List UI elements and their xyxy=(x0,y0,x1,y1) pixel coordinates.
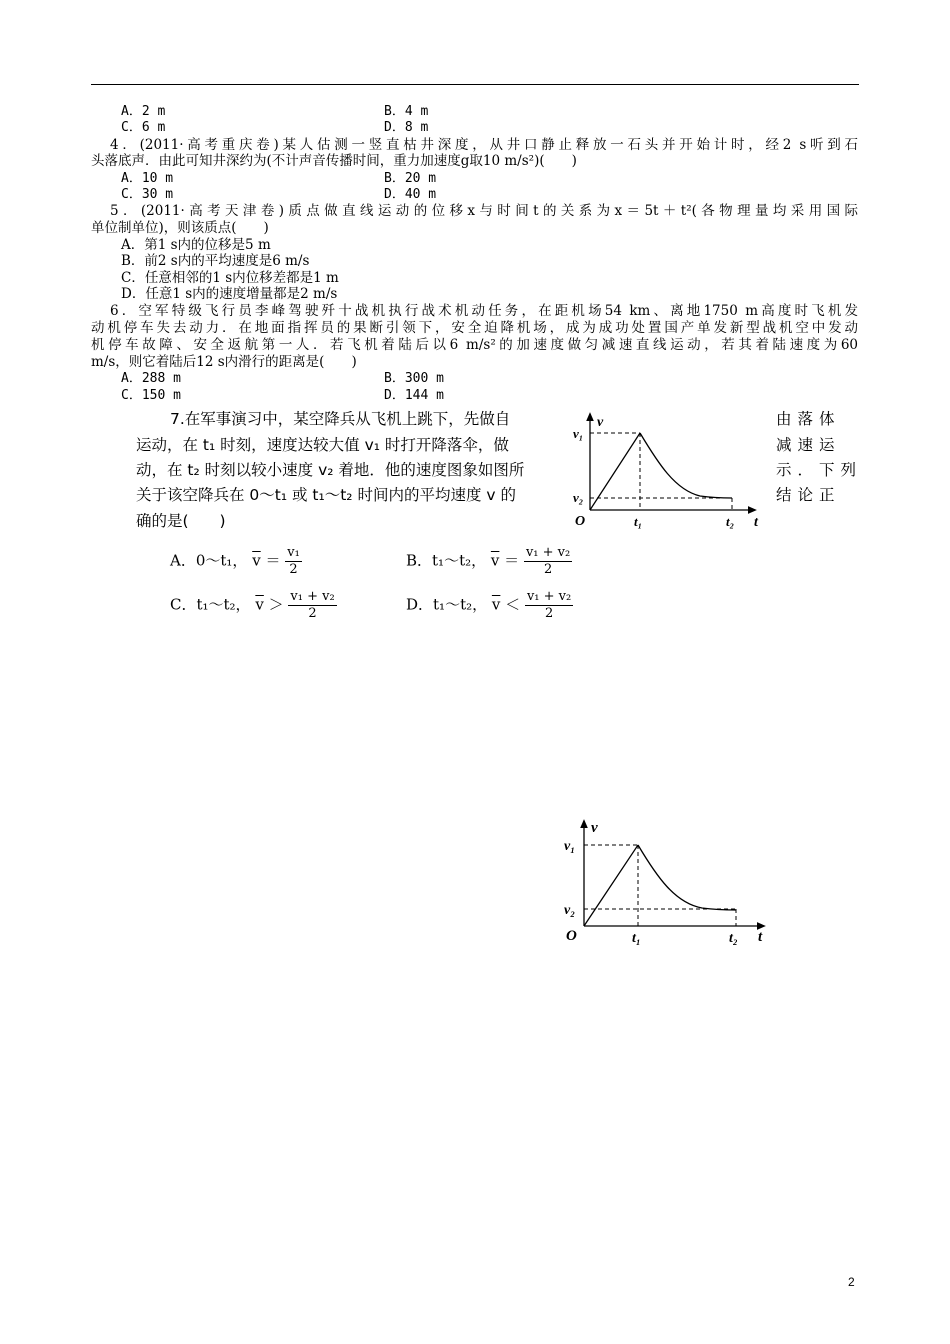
q7-option-d: D．t₁～t₂， $\overline{v}$ ＜ $\frac{\text{v₁ + v₂}}{2}$ xyxy=(406,589,572,621)
q7-option-c: C．t₁～t₂， $\overline{v}$ ＞ $\frac{\text{v₁ + v₂}}{2}$ xyxy=(170,589,335,621)
q7-right-line2: 减速运 xyxy=(776,436,841,454)
q6-option-c: C．150 m xyxy=(121,388,181,403)
v1-label: v₁ xyxy=(564,839,576,854)
q6-stem-line4: m/s，则它着陆后12 s内滑行的距离是( ) xyxy=(91,354,357,370)
origin-label: O xyxy=(566,928,577,944)
decel-curve xyxy=(638,845,736,910)
q5-option-a: A．第1 s内的位移是5 m xyxy=(121,237,271,253)
q7-option-b: B．t₁～t₂， $\overline{v}$ ＝ $\frac{\text{v₁ + v₂}}{2}$ xyxy=(406,545,571,577)
q7-stem-line2: 运动，在 t₁ 时刻，速度达较大值 v₁ 时打开降落伞，做 xyxy=(136,436,509,454)
origin-label: O xyxy=(575,514,586,529)
q6-option-a: A．288 m xyxy=(121,371,181,386)
x-axis-label: t xyxy=(758,929,763,945)
q3-option-c: C．6 m xyxy=(121,120,166,135)
q4-option-a: A．10 m xyxy=(121,171,174,186)
q4-option-c: C．30 m xyxy=(121,187,174,202)
velocity-time-graph-small xyxy=(570,408,770,533)
x-axis-label: t xyxy=(754,515,758,530)
q7-stem-line5: 确的是( ) xyxy=(136,512,226,530)
q7-right-line1: 由落体 xyxy=(776,410,841,428)
fraction: $\frac{\text{v₁ + v₂}}{2}$ xyxy=(525,545,571,577)
accel-segment xyxy=(584,845,638,926)
decel-curve xyxy=(640,433,732,498)
q4-stem-line2: 头落底声．由此可知井深约为(不计声音传播时间，重力加速度g取10 m/s²)( ) xyxy=(91,153,577,169)
q6-stem-line1: 6．空军特级飞行员李峰驾驶歼十战机执行战术机动任务，在距机场54 km、离地1750 m高度时飞机发 xyxy=(110,303,858,319)
fraction: $\frac{\text{v₁ + v₂}}{2}$ xyxy=(526,589,572,621)
t1-label: t₁ xyxy=(634,514,643,529)
q7-stem-line4: 关于该空降兵在 0～t₁ 或 t₁～t₂ 时间内的平均速度 v 的 xyxy=(136,486,516,504)
q6-stem-line2: 动机停车失去动力．在地面指挥员的果断引领下，安全迫降机场，成为成功处置国产单发新型战机空中发动 xyxy=(91,320,858,336)
page-number: 2 xyxy=(848,1275,855,1289)
v2-label: v₂ xyxy=(564,903,576,918)
q3-option-d: D．8 m xyxy=(384,120,429,135)
q6-option-b: B．300 m xyxy=(384,371,444,386)
v2-label: v₂ xyxy=(573,490,584,505)
q5-option-c: C．任意相邻的1 s内位移差都是1 m xyxy=(121,270,339,286)
q6-option-d: D．144 m xyxy=(384,388,444,403)
q3-option-b: B．4 m xyxy=(384,104,429,119)
q4-option-d: D．40 m xyxy=(384,187,437,202)
q6-stem-line3: 机停车故障、安全返航第一人．若飞机着陆后以6 m/s²的加速度做匀减速直线运动，若其着陆速度为60 xyxy=(91,337,858,353)
q5-option-b: B．前2 s内的平均速度是6 m/s xyxy=(121,253,310,269)
t2-label: t₂ xyxy=(729,931,738,946)
q7-right-line3: 示．下列 xyxy=(776,461,863,479)
q3-option-a: A．2 m xyxy=(121,104,166,119)
t1-label: t₁ xyxy=(632,931,641,946)
header-rule xyxy=(91,84,859,85)
fraction: $\frac{\text{v₁ + v₂}}{2}$ xyxy=(290,589,335,621)
q7-stem-line1: 7.在军事演习中，某空降兵从飞机上跳下，先做自 xyxy=(170,410,511,428)
fraction: $\frac{\text{v₁}}{2}$ xyxy=(287,545,300,577)
q5-stem-line2: 单位制单位)，则该质点( ) xyxy=(91,220,269,236)
t2-label: t₂ xyxy=(726,514,735,529)
velocity-time-graph-large xyxy=(560,815,780,950)
y-axis-label: v xyxy=(597,415,604,430)
q7-stem-line3: 动，在 t₂ 时刻以较小速度 v₂ 着地．他的速度图象如图所 xyxy=(136,461,525,479)
v1-label: v₁ xyxy=(573,426,584,441)
q7-option-a: A．0～t₁， $\overline{v}$ ＝ $\frac{\text{v₁}}{2}$ xyxy=(170,545,300,577)
q7-right-line4: 结论正 xyxy=(776,486,841,504)
y-axis-label: v xyxy=(591,820,598,836)
q4-stem-line1: 4．(2011·高考重庆卷)某人估测一竖直枯井深度，从井口静止释放一石头并开始计时，经2 s听到石 xyxy=(110,137,858,153)
q4-option-b: B．20 m xyxy=(384,171,437,186)
q5-option-d: D．任意1 s内的速度增量都是2 m/s xyxy=(121,286,338,302)
q5-stem-line1: 5．(2011·高考天津卷)质点做直线运动的位移x与时间t的关系为x＝5t＋t²(各物理量均采用国际 xyxy=(110,203,858,219)
